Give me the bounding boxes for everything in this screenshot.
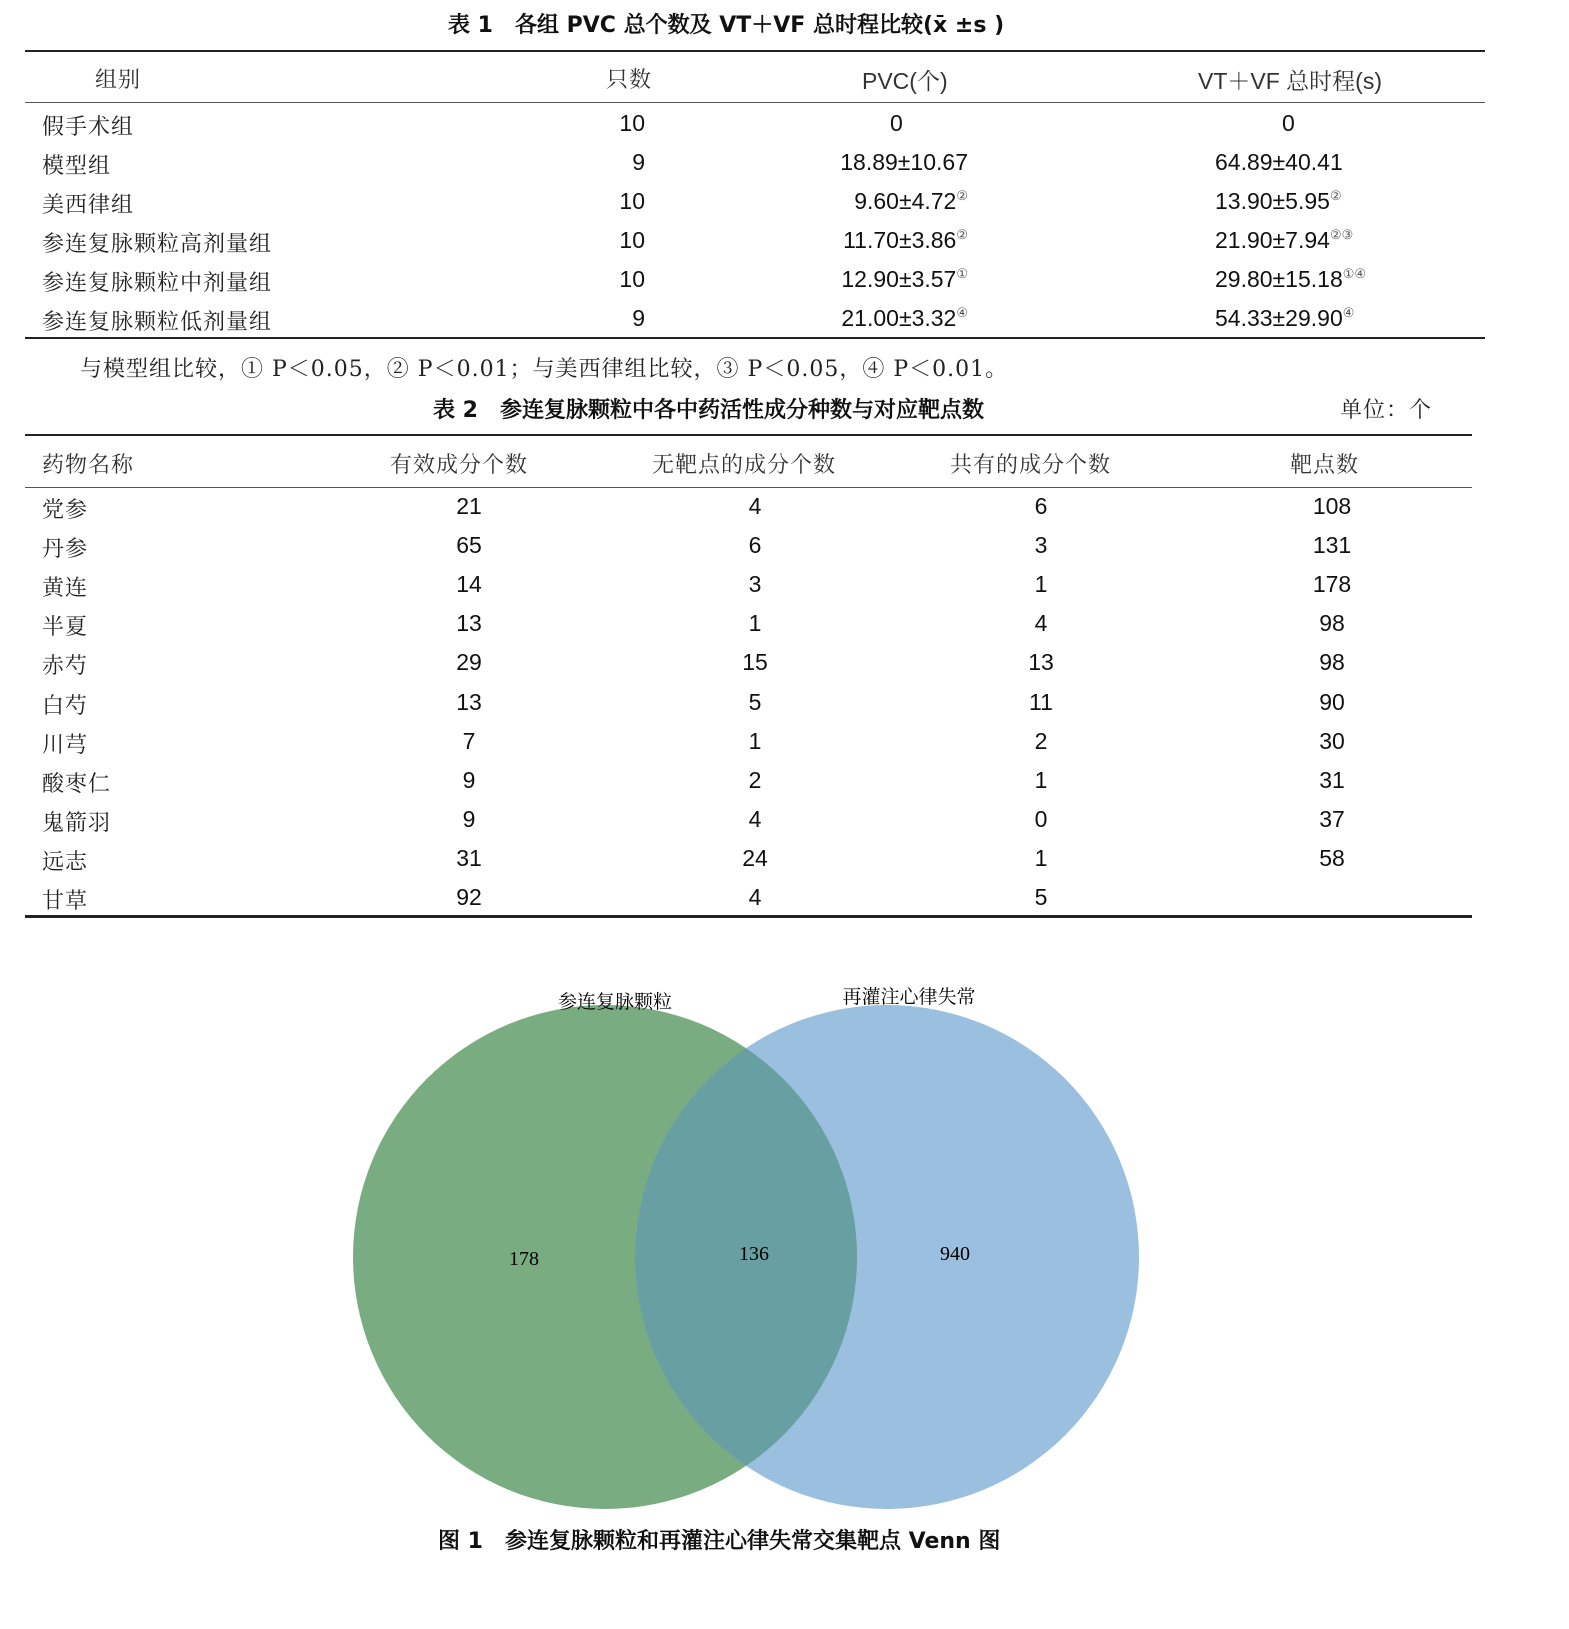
table2-cell-drug: 丹参 xyxy=(42,537,89,563)
table2-cell-effective: 14 xyxy=(456,571,482,598)
table2-cell-targets: 30 xyxy=(1319,727,1345,754)
table1-cell-pvc xyxy=(780,266,968,293)
table2-cell-effective: 92 xyxy=(456,884,482,910)
table1-cell-pvc xyxy=(780,227,968,254)
table2-cell-no-target: 24 xyxy=(742,844,768,871)
table1-cell-pvc xyxy=(780,188,968,215)
table1-pvc-mark: ① xyxy=(956,266,968,281)
table1-vtvf-mark: ②③ xyxy=(1329,227,1354,242)
table2-top-rule xyxy=(25,434,1472,436)
table2-header-effective: 有效成分个数 xyxy=(390,453,529,478)
table2-cell-drug: 鬼箭羽 xyxy=(42,810,112,836)
table1-cell-vtvf xyxy=(1282,110,1295,137)
table2-cell-targets: 98 xyxy=(1319,610,1345,637)
table1-header-rule xyxy=(25,102,1485,103)
table1-vtvf-value: 13.90±5.95 xyxy=(1215,188,1330,214)
figure1-caption: 图 1 参连复脉颗粒和再灌注心律失常交集靶点 Venn 图 xyxy=(438,1529,1001,1554)
venn-set-b-label: 再灌注心律失常 xyxy=(842,986,976,1008)
table2-cell-shared: 5 xyxy=(1034,884,1048,910)
table1-pvc-value: 11.70±3.86 xyxy=(843,227,957,253)
table2-cell-targets: 98 xyxy=(1319,649,1345,676)
table1-cell-group: 参连复脉颗粒高剂量组 xyxy=(42,232,273,257)
table1-title: 表 1 各组 PVC 总个数及 VT＋VF 总时程比较(x̄ ±s ) xyxy=(448,13,1005,38)
table2-cell-effective: 31 xyxy=(456,844,482,871)
table2-cell-shared: 3 xyxy=(1034,532,1048,559)
table2-cell-no-target: 3 xyxy=(748,571,762,598)
table2-cell-effective: 9 xyxy=(462,805,476,832)
table1-cell-pvc xyxy=(780,149,968,176)
table1-header-group: 组别 xyxy=(95,68,142,93)
table2-cell-shared: 1 xyxy=(1034,571,1048,598)
table2-cell-drug: 党参 xyxy=(42,498,89,523)
table1-vtvf-value: 64.89±40.41 xyxy=(1215,149,1343,175)
table2-cell-shared: 1 xyxy=(1034,844,1048,871)
table1-cell-n: 10 xyxy=(619,188,645,214)
table2-cell-effective: 65 xyxy=(456,532,482,559)
table2-bottom-rule xyxy=(25,915,1472,918)
table1-top-rule xyxy=(25,50,1485,52)
table1-cell-n: 10 xyxy=(619,266,645,292)
table2-cell-no-target: 15 xyxy=(742,649,768,676)
table1-pvc-mark: ② xyxy=(956,188,968,203)
table1-pvc-value: 9.60±4.72 xyxy=(854,188,957,214)
table2-cell-no-target: 4 xyxy=(748,805,762,832)
table2-cell-targets: 31 xyxy=(1319,766,1345,793)
table2-cell-drug: 甘草 xyxy=(42,889,89,914)
table1-vtvf-value: 29.80±15.18 xyxy=(1215,266,1343,292)
table2-cell-targets: 178 xyxy=(1312,571,1352,598)
table1-vtvf-mark: ④ xyxy=(1342,305,1355,320)
table2-cell-effective: 7 xyxy=(462,727,476,754)
table2-cell-drug: 黄连 xyxy=(42,576,89,602)
table1-vtvf-value: 0 xyxy=(1282,110,1295,136)
table2-cell-shared: 13 xyxy=(1028,649,1054,676)
table2-header-no-target: 无靶点的成分个数 xyxy=(652,453,837,478)
table2-cell-effective: 13 xyxy=(456,610,482,637)
table2-cell-shared: 11 xyxy=(1029,688,1053,715)
table1-bottom-rule xyxy=(25,337,1485,339)
table1-cell-n: 9 xyxy=(632,305,645,331)
table1-cell-pvc xyxy=(890,110,903,137)
table1-header-vtvf: VT＋VF 总时程(s) xyxy=(1198,68,1382,94)
table1-vtvf-value: 21.90±7.94 xyxy=(1215,227,1330,253)
table1-cell-pvc xyxy=(780,305,968,332)
table2-cell-drug: 酸枣仁 xyxy=(42,771,112,797)
table2-cell-effective: 21 xyxy=(456,493,482,519)
table2-cell-no-target: 6 xyxy=(748,532,762,559)
table2-cell-targets: 90 xyxy=(1319,688,1345,715)
table2-header-shared: 共有的成分个数 xyxy=(950,453,1112,478)
table1-cell-vtvf xyxy=(1215,266,1366,293)
table1-cell-group: 参连复脉颗粒中剂量组 xyxy=(42,271,273,296)
table2-cell-drug: 白芍 xyxy=(42,693,89,719)
table2-cell-shared: 1 xyxy=(1034,766,1048,793)
table2-header-rule xyxy=(25,487,1472,488)
table2-cell-targets: 131 xyxy=(1312,532,1352,559)
venn-only-b-count: 940 xyxy=(940,1243,970,1265)
table2-cell-targets: 58 xyxy=(1319,844,1345,871)
table1-pvc-value: 0 xyxy=(890,110,903,136)
table2-cell-shared: 6 xyxy=(1034,493,1048,519)
venn-intersection-count: 136 xyxy=(739,1243,769,1265)
table2-title: 表 2 参连复脉颗粒中各中药活性成分种数与对应靶点数 xyxy=(433,398,984,423)
table2-cell-targets: 108 xyxy=(1312,493,1352,519)
table2-cell-drug: 远志 xyxy=(42,849,89,875)
table2-cell-effective: 9 xyxy=(462,766,476,793)
table1-cell-group: 美西律组 xyxy=(42,193,135,218)
table2-cell-shared: 4 xyxy=(1034,610,1048,637)
table2-cell-shared: 0 xyxy=(1034,805,1048,832)
table1-cell-vtvf xyxy=(1215,227,1353,254)
table2-cell-drug: 川芎 xyxy=(42,732,89,758)
table1-cell-n: 10 xyxy=(619,110,645,136)
table2-cell-targets: 37 xyxy=(1319,805,1345,832)
table1-cell-vtvf xyxy=(1215,305,1354,332)
table2-cell-drug: 半夏 xyxy=(42,615,89,641)
table2-cell-no-target: 1 xyxy=(748,610,762,637)
table1-cell-n: 9 xyxy=(632,149,645,175)
table2-cell-shared: 2 xyxy=(1034,727,1048,754)
table2-cell-no-target: 1 xyxy=(748,727,762,754)
table2-unit: 单位：个 xyxy=(1340,398,1433,423)
table2-cell-no-target: 5 xyxy=(748,688,762,715)
table1-pvc-value: 12.90±3.57 xyxy=(841,266,957,292)
table1-cell-n: 10 xyxy=(619,227,645,253)
venn-diagram xyxy=(0,980,1569,1580)
table1-cell-group: 参连复脉颗粒低剂量组 xyxy=(42,310,273,335)
table1-cell-group: 模型组 xyxy=(42,154,112,179)
table1-vtvf-mark: ② xyxy=(1329,188,1342,203)
table1-cell-vtvf xyxy=(1215,188,1342,215)
table2-cell-no-target: 4 xyxy=(748,884,762,910)
table1-pvc-mark: ② xyxy=(956,227,968,242)
table1-cell-group: 假手术组 xyxy=(42,115,135,140)
table1-pvc-value: 18.89±10.67 xyxy=(840,149,968,175)
table2-cell-effective: 13 xyxy=(456,688,482,715)
table1-vtvf-value: 54.33±29.90 xyxy=(1215,305,1343,331)
venn-set-a-label: 参连复脉颗粒 xyxy=(557,991,673,1013)
venn-only-a-count: 178 xyxy=(509,1248,539,1270)
table2-cell-no-target: 2 xyxy=(748,766,762,793)
table2-cell-no-target: 4 xyxy=(748,493,762,519)
table2-header-targets: 靶点数 xyxy=(1290,453,1360,478)
table1-header-n: 只数 xyxy=(606,68,653,93)
table1-header-pvc: PVC(个) xyxy=(862,68,948,94)
table1-footnote: 与模型组比较，① P＜0.05，② P＜0.01；与美西律组比较，③ P＜0.05，④ P＜0.01。 xyxy=(80,357,1009,382)
table1-pvc-value: 21.00±3.32 xyxy=(841,305,957,331)
table2-header-drug: 药物名称 xyxy=(42,453,135,478)
table1-cell-vtvf xyxy=(1215,149,1343,176)
table1-vtvf-mark: ①④ xyxy=(1342,266,1367,281)
table2-cell-effective: 29 xyxy=(456,649,482,676)
table1-pvc-mark: ④ xyxy=(956,305,968,320)
table2-cell-drug: 赤芍 xyxy=(42,654,89,680)
